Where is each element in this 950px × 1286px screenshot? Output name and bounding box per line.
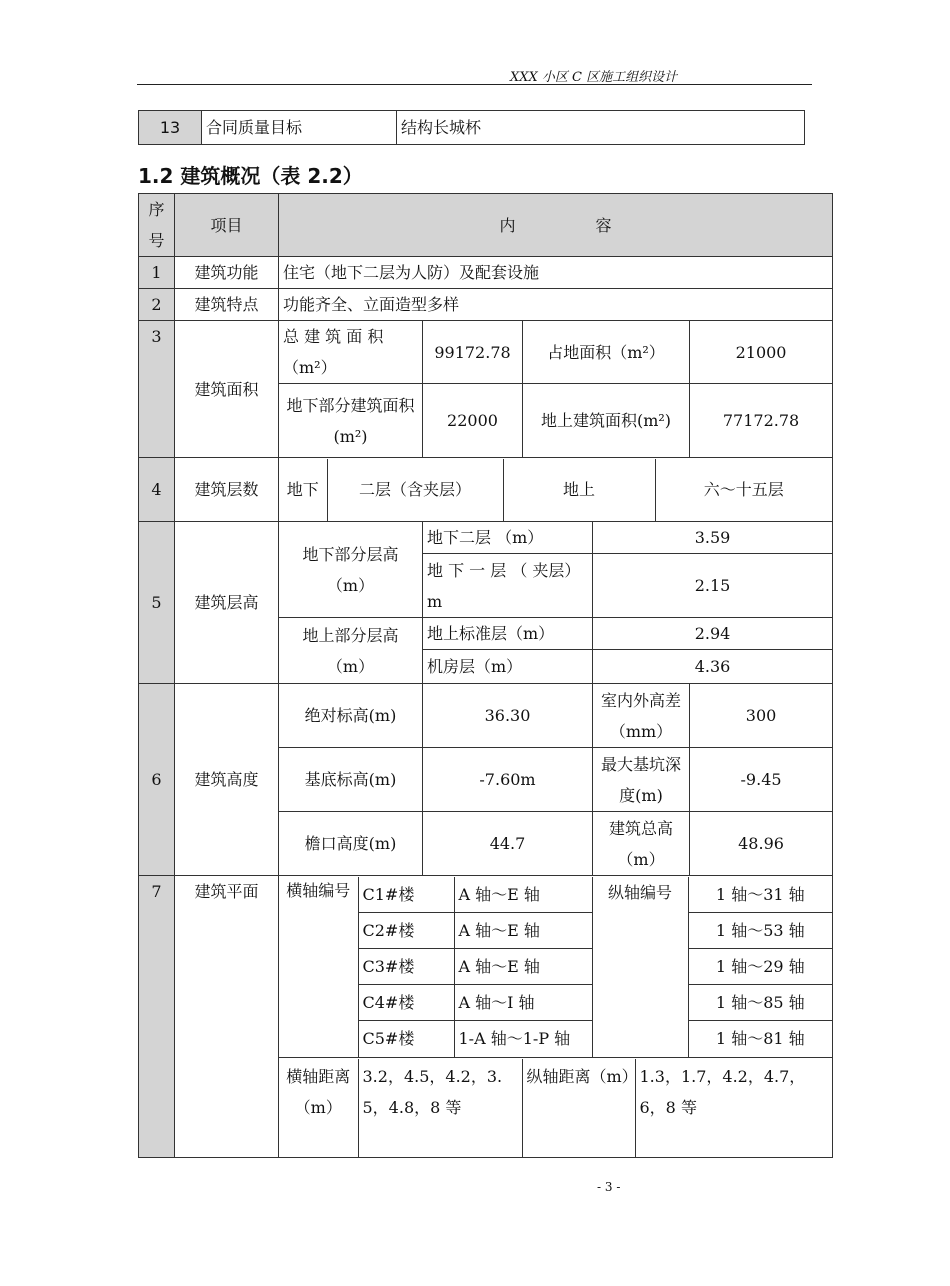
- table-row: [139, 111, 805, 145]
- horizontal-axis-range: A 轴～E 轴: [454, 949, 592, 985]
- total-height-label: 建筑总高（m）: [593, 812, 690, 876]
- building-name: C3#楼: [358, 949, 454, 985]
- horizontal-axis-distance-label: 横轴距离（m）: [279, 1059, 358, 1157]
- page-number: - 3 -: [597, 1180, 621, 1194]
- building-name: C5#楼: [358, 1021, 454, 1057]
- table-row: [139, 257, 833, 289]
- running-header: XXX 小区 C 区施工组织设计: [510, 70, 678, 85]
- b2-height-value: 3.59: [593, 522, 833, 554]
- vertical-axis-range: 1 轴～29 轴: [688, 949, 832, 985]
- row-number: 1: [139, 257, 175, 289]
- vertical-axis-distance-label: 纵轴距离（m）: [522, 1059, 635, 1157]
- b1-height-value: 2.15: [593, 554, 833, 618]
- table-row: [139, 876, 833, 1058]
- underground-floors-label: 地下: [279, 459, 327, 521]
- row-number: 3: [139, 321, 175, 458]
- table-row: [139, 321, 833, 384]
- table-row: [139, 522, 833, 554]
- underground-area-label: 地下部分建筑面积(m²): [279, 384, 423, 458]
- horizontal-axis-label: 横轴编号: [279, 877, 358, 1057]
- vertical-axis-range: 1 轴～31 轴: [688, 877, 832, 913]
- max-pit-depth-value: -9.45: [690, 748, 833, 812]
- underground-area-value: 22000: [423, 384, 523, 458]
- row-value: 住宅（地下二层为人防）及配套设施: [279, 257, 833, 289]
- table-row: [139, 289, 833, 321]
- row-number: 2: [139, 289, 175, 321]
- row-number: 13: [139, 111, 202, 145]
- machine-floor-value: 4.36: [593, 650, 833, 684]
- vertical-axis-label: 纵轴编号: [592, 877, 688, 1057]
- vertical-axis-range: 1 轴～53 轴: [688, 913, 832, 949]
- row-number: 7: [139, 876, 175, 1158]
- horizontal-axis-range: 1-A 轴～1-P 轴: [454, 1021, 592, 1057]
- row-item: 合同质量目标: [202, 111, 397, 145]
- row-item: 建筑面积: [175, 321, 279, 458]
- header-no: 序号: [139, 194, 175, 257]
- row-item: 建筑高度: [175, 684, 279, 876]
- table-row: [139, 684, 833, 748]
- eave-height-label: 檐口高度(m): [279, 812, 423, 876]
- above-area-label: 地上建筑面积(m²): [523, 384, 690, 458]
- header-content: 内 容: [279, 194, 833, 257]
- b2-height-label: 地下二层 （m）: [423, 522, 593, 554]
- indoor-outdoor-diff-value: 300: [690, 684, 833, 748]
- horizontal-axis-range: A 轴～E 轴: [454, 877, 592, 913]
- max-pit-depth-label: 最大基坑深度(m): [593, 748, 690, 812]
- absolute-elevation-label: 绝对标高(m): [279, 684, 423, 748]
- above-area-value: 77172.78: [690, 384, 833, 458]
- above-floors-label: 地上: [503, 459, 655, 521]
- underground-height-label: 地下部分层高（m）: [279, 522, 423, 618]
- standard-floor-value: 2.94: [593, 618, 833, 650]
- horizontal-axis-range: A 轴～I 轴: [454, 985, 592, 1021]
- base-elevation-value: -7.60m: [423, 748, 593, 812]
- standard-floor-label: 地上标准层（m）: [423, 618, 593, 650]
- row-item: 建筑层高: [175, 522, 279, 684]
- above-height-label: 地上部分层高（m）: [279, 618, 423, 684]
- b1-height-label: 地 下 一 层 （ 夹层）m: [423, 554, 593, 618]
- machine-floor-label: 机房层（m）: [423, 650, 593, 684]
- total-area-value: 99172.78: [423, 321, 523, 384]
- horizontal-axis-range: A 轴～E 轴: [454, 913, 592, 949]
- indoor-outdoor-diff-label: 室内外高差（mm）: [593, 684, 690, 748]
- building-name: C1#楼: [358, 877, 454, 913]
- total-area-label: 总 建 筑 面 积（m²）: [279, 321, 423, 384]
- previous-table-row: [138, 110, 805, 145]
- underground-floors-value: 二层（含夹层）: [327, 459, 503, 521]
- row-number: 4: [139, 458, 175, 522]
- row-number: 5: [139, 522, 175, 684]
- vertical-axis-range: 1 轴～85 轴: [688, 985, 832, 1021]
- row-item: 建筑平面: [175, 876, 279, 1158]
- row-value: 功能齐全、立面造型多样: [279, 289, 833, 321]
- header-item: 项目: [175, 194, 279, 257]
- section-title: 1.2 建筑概况（表 2.2）: [138, 164, 363, 188]
- row-value: 结构长城杯: [397, 111, 805, 145]
- row-number: 6: [139, 684, 175, 876]
- total-height-value: 48.96: [690, 812, 833, 876]
- horizontal-axis-distance-value: 3.2，4.5，4.2，3.5，4.8，8 等: [358, 1059, 522, 1157]
- row-item: 建筑层数: [175, 458, 279, 522]
- site-area-label: 占地面积（m²）: [523, 321, 690, 384]
- eave-height-value: 44.7: [423, 812, 593, 876]
- base-elevation-label: 基底标高(m): [279, 748, 423, 812]
- building-name: C4#楼: [358, 985, 454, 1021]
- vertical-axis-distance-value: 1.3，1.7，4.2，4.7，6，8 等: [635, 1059, 832, 1157]
- table-header-row: [139, 194, 833, 257]
- vertical-axis-range: 1 轴～81 轴: [688, 1021, 832, 1057]
- building-overview-table: [138, 193, 833, 1158]
- row-item: 建筑功能: [175, 257, 279, 289]
- site-area-value: 21000: [690, 321, 833, 384]
- row-item: 建筑特点: [175, 289, 279, 321]
- absolute-elevation-value: 36.30: [423, 684, 593, 748]
- above-floors-value: 六～十五层: [655, 459, 832, 521]
- table-row: [139, 458, 833, 522]
- header-rule: [137, 84, 812, 85]
- building-name: C2#楼: [358, 913, 454, 949]
